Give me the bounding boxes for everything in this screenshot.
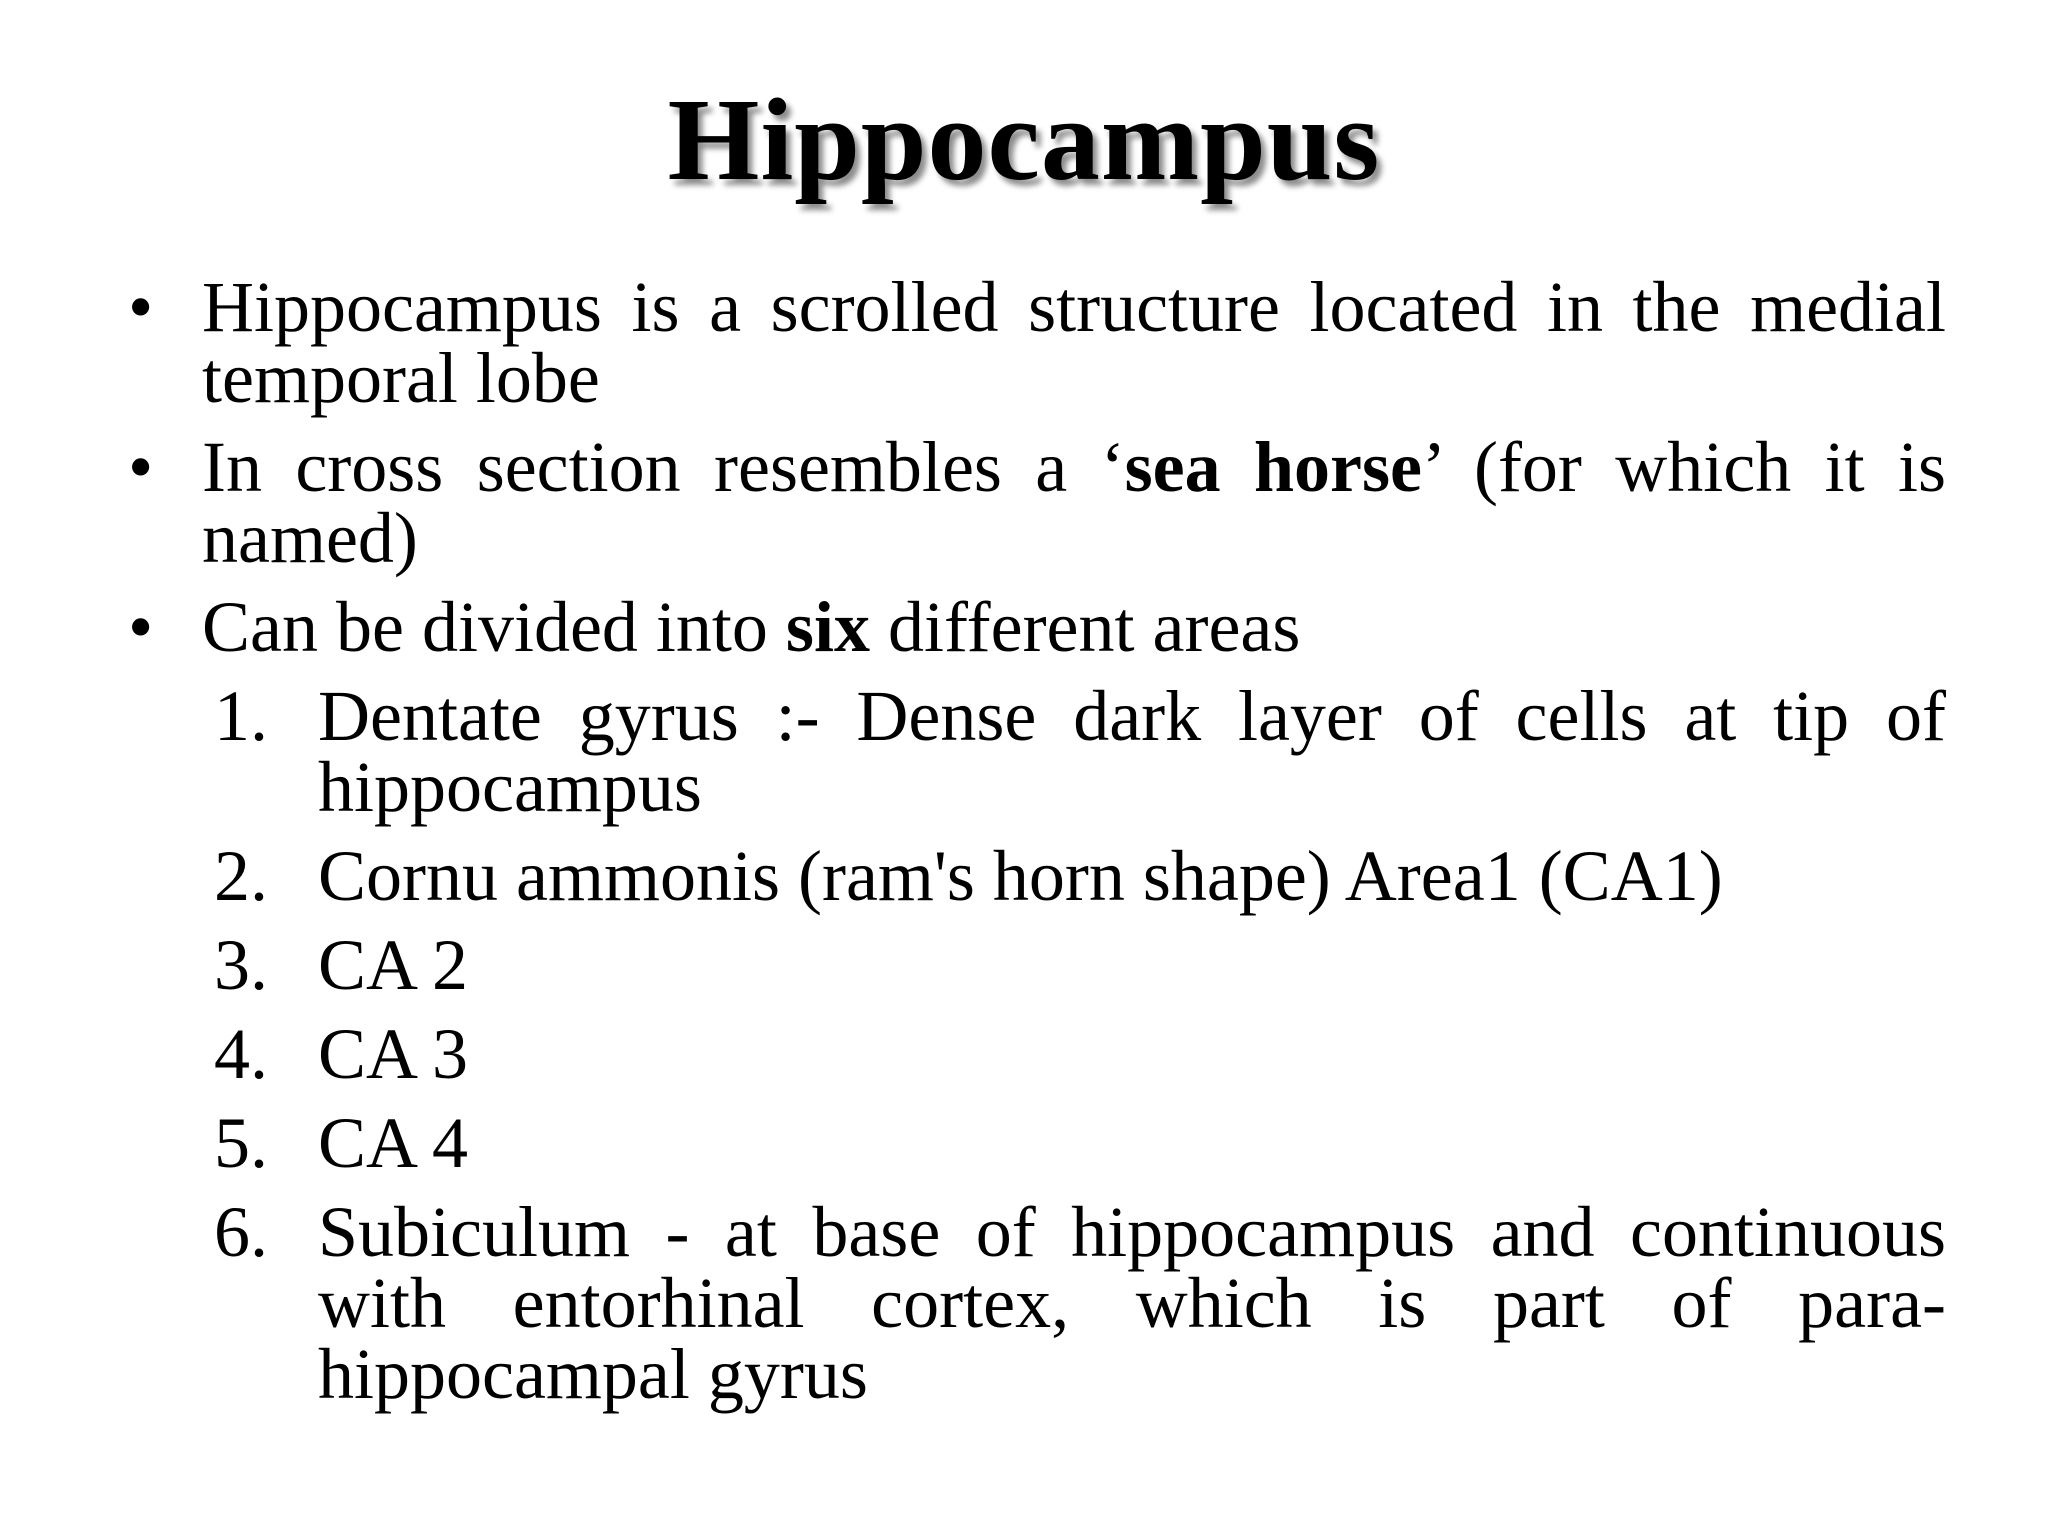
bullet-marker: • bbox=[128, 267, 154, 347]
bullet-marker: • bbox=[128, 427, 154, 507]
area-text: CA 4 bbox=[318, 1103, 469, 1183]
area-text: Dentate gyrus :- Dense dark layer of cells at tip of hippocampus bbox=[318, 676, 1946, 827]
area-number: 1. bbox=[214, 676, 268, 756]
area-list bbox=[118, 676, 1946, 1414]
bullet-item bbox=[118, 427, 1947, 578]
area-item bbox=[118, 1192, 1946, 1414]
bullet-text-pre: Can be divided into bbox=[202, 587, 786, 667]
bullet-text-bold: six bbox=[785, 587, 870, 667]
bullet-text: Hippocampus is a scrolled structure located in the medial temporal lobe bbox=[202, 267, 1946, 418]
area-item bbox=[118, 836, 1946, 916]
area-number: 2. bbox=[214, 836, 268, 916]
bullet-text-post: different areas bbox=[869, 587, 1301, 667]
slide-title: Hippocampus bbox=[667, 74, 1381, 205]
area-text: Subiculum - at base of hippocampus and continuous with entorhinal cortex, which is part of para-hippocampal gyrus bbox=[318, 1192, 1946, 1414]
area-text: CA 2 bbox=[318, 925, 469, 1005]
area-text: Cornu ammonis (ram's horn shape) Area1 (CA1) bbox=[318, 836, 1723, 916]
bullet-text-bold: sea horse bbox=[1124, 427, 1422, 507]
area-number: 5. bbox=[214, 1103, 268, 1183]
slide-body bbox=[118, 267, 1947, 1428]
area-item bbox=[118, 1014, 1946, 1094]
area-number: 6. bbox=[214, 1192, 268, 1272]
area-number: 4. bbox=[214, 1014, 268, 1094]
area-item bbox=[118, 1103, 1946, 1183]
area-item bbox=[118, 676, 1946, 827]
area-number: 3. bbox=[214, 925, 268, 1005]
bullet-text-post: ’ (for which it is named) bbox=[202, 427, 1947, 578]
area-item bbox=[118, 925, 1946, 1005]
bullet-item bbox=[118, 587, 1946, 667]
area-text: CA 3 bbox=[318, 1014, 469, 1094]
bullet-item bbox=[118, 267, 1946, 418]
bullet-text-pre: In cross section resembles a ‘ bbox=[202, 427, 1125, 507]
bullet-marker: • bbox=[128, 587, 154, 667]
